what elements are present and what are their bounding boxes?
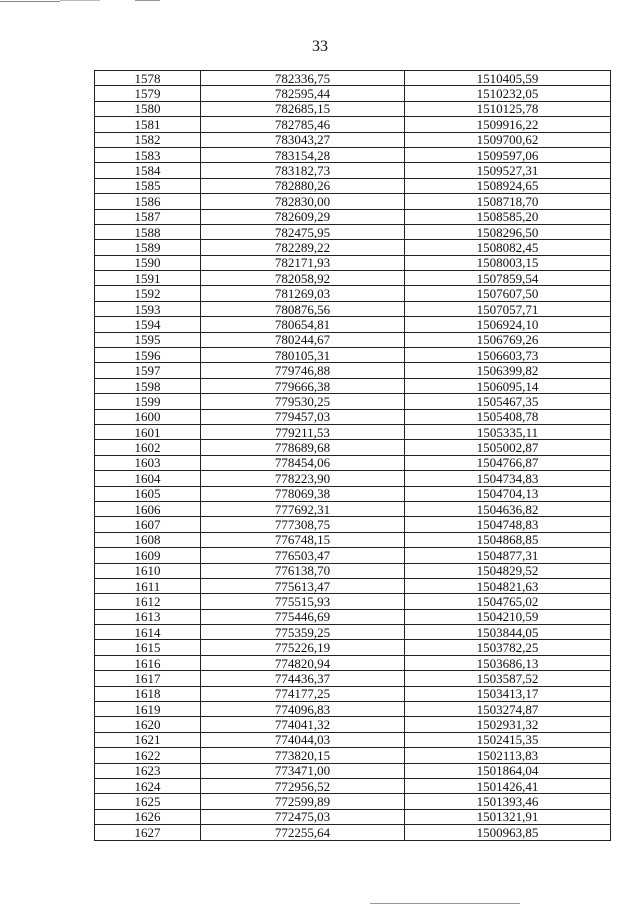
x-coordinate-cell: 779457,03 (201, 409, 405, 424)
x-coordinate-cell: 774820,94 (201, 655, 405, 670)
x-coordinate-cell: 775613,47 (201, 578, 405, 593)
x-coordinate-cell: 779211,53 (201, 424, 405, 439)
x-coordinate-cell: 779666,38 (201, 378, 405, 393)
x-coordinate-cell: 775515,93 (201, 594, 405, 609)
y-coordinate-cell: 1506769,26 (405, 332, 611, 347)
x-coordinate-cell: 777308,75 (201, 517, 405, 532)
x-coordinate-cell: 774096,83 (201, 702, 405, 717)
point-number-cell: 1587 (95, 209, 201, 224)
y-coordinate-cell: 1509916,22 (405, 117, 611, 132)
table-row (95, 717, 611, 732)
y-coordinate-cell: 1507859,54 (405, 271, 611, 286)
point-number-cell: 1621 (95, 732, 201, 747)
point-number-cell: 1610 (95, 563, 201, 578)
table-row (95, 825, 611, 840)
point-number-cell: 1603 (95, 455, 201, 470)
table-row (95, 132, 611, 147)
x-coordinate-cell: 772475,03 (201, 809, 405, 824)
y-coordinate-cell: 1502113,83 (405, 748, 611, 763)
scan-artifact-line (0, 1, 60, 2)
y-coordinate-cell: 1504636,82 (405, 501, 611, 516)
point-number-cell: 1608 (95, 532, 201, 547)
x-coordinate-cell: 782289,22 (201, 240, 405, 255)
table-row (95, 732, 611, 747)
y-coordinate-cell: 1508003,15 (405, 255, 611, 270)
y-coordinate-cell: 1508585,20 (405, 209, 611, 224)
table-row (95, 255, 611, 270)
x-coordinate-cell: 775359,25 (201, 625, 405, 640)
table-row (95, 686, 611, 701)
table-row (95, 702, 611, 717)
y-coordinate-cell: 1510405,59 (405, 71, 611, 86)
page-number: 33 (312, 38, 328, 55)
table-row (95, 486, 611, 501)
y-coordinate-cell: 1504734,83 (405, 471, 611, 486)
y-coordinate-cell: 1503274,87 (405, 702, 611, 717)
point-number-cell: 1584 (95, 163, 201, 178)
x-coordinate-cell: 774041,32 (201, 717, 405, 732)
y-coordinate-cell: 1508718,70 (405, 194, 611, 209)
table-row (95, 778, 611, 793)
x-coordinate-cell: 778689,68 (201, 440, 405, 455)
y-coordinate-cell: 1503413,17 (405, 686, 611, 701)
point-number-cell: 1606 (95, 501, 201, 516)
x-coordinate-cell: 778069,38 (201, 486, 405, 501)
point-number-cell: 1605 (95, 486, 201, 501)
y-coordinate-cell: 1504868,85 (405, 532, 611, 547)
table-row (95, 501, 611, 516)
x-coordinate-cell: 782880,26 (201, 178, 405, 193)
y-coordinate-cell: 1510125,78 (405, 101, 611, 116)
point-number-cell: 1620 (95, 717, 201, 732)
x-coordinate-cell: 775226,19 (201, 640, 405, 655)
point-number-cell: 1624 (95, 778, 201, 793)
point-number-cell: 1578 (95, 71, 201, 86)
y-coordinate-cell: 1504210,59 (405, 609, 611, 624)
point-number-cell: 1580 (95, 101, 201, 116)
point-number-cell: 1599 (95, 394, 201, 409)
x-coordinate-cell: 782609,29 (201, 209, 405, 224)
table-row (95, 317, 611, 332)
table-row (95, 409, 611, 424)
table-row (95, 178, 611, 193)
point-number-cell: 1612 (95, 594, 201, 609)
point-number-cell: 1623 (95, 763, 201, 778)
y-coordinate-cell: 1505408,78 (405, 409, 611, 424)
point-number-cell: 1594 (95, 317, 201, 332)
table-row (95, 548, 611, 563)
point-number-cell: 1588 (95, 224, 201, 239)
table-row (95, 809, 611, 824)
table-row (95, 209, 611, 224)
point-number-cell: 1604 (95, 471, 201, 486)
table-row (95, 763, 611, 778)
point-number-cell: 1583 (95, 147, 201, 162)
x-coordinate-cell: 773471,00 (201, 763, 405, 778)
y-coordinate-cell: 1506399,82 (405, 363, 611, 378)
y-coordinate-cell: 1503587,52 (405, 671, 611, 686)
y-coordinate-cell: 1508296,50 (405, 224, 611, 239)
y-coordinate-cell: 1504877,31 (405, 548, 611, 563)
point-number-cell: 1601 (95, 424, 201, 439)
scan-artifact-line (135, 0, 160, 1)
y-coordinate-cell: 1504821,63 (405, 578, 611, 593)
x-coordinate-cell: 782058,92 (201, 271, 405, 286)
scan-artifact-line (370, 903, 520, 904)
y-coordinate-cell: 1506603,73 (405, 348, 611, 363)
y-coordinate-cell: 1504766,87 (405, 455, 611, 470)
point-number-cell: 1627 (95, 825, 201, 840)
table-row (95, 101, 611, 116)
point-number-cell: 1616 (95, 655, 201, 670)
table-row (95, 301, 611, 316)
y-coordinate-cell: 1500963,85 (405, 825, 611, 840)
table-row (95, 471, 611, 486)
point-number-cell: 1590 (95, 255, 201, 270)
y-coordinate-cell: 1504748,83 (405, 517, 611, 532)
y-coordinate-cell: 1504704,13 (405, 486, 611, 501)
table-row (95, 517, 611, 532)
y-coordinate-cell: 1506924,10 (405, 317, 611, 332)
x-coordinate-cell: 781269,03 (201, 286, 405, 301)
table-row (95, 609, 611, 624)
point-number-cell: 1611 (95, 578, 201, 593)
point-number-cell: 1619 (95, 702, 201, 717)
table-row (95, 147, 611, 162)
point-number-cell: 1579 (95, 86, 201, 101)
point-number-cell: 1615 (95, 640, 201, 655)
table-row (95, 394, 611, 409)
table-row (95, 655, 611, 670)
y-coordinate-cell: 1505467,35 (405, 394, 611, 409)
x-coordinate-cell: 782336,75 (201, 71, 405, 86)
point-number-cell: 1592 (95, 286, 201, 301)
point-number-cell: 1596 (95, 348, 201, 363)
y-coordinate-cell: 1509597,06 (405, 147, 611, 162)
x-coordinate-cell: 782595,44 (201, 86, 405, 101)
y-coordinate-cell: 1503686,13 (405, 655, 611, 670)
point-number-cell: 1589 (95, 240, 201, 255)
x-coordinate-cell: 776748,15 (201, 532, 405, 547)
table-row (95, 271, 611, 286)
table-row (95, 578, 611, 593)
table-row (95, 594, 611, 609)
scan-artifact-line (60, 0, 100, 1)
table-row (95, 286, 611, 301)
x-coordinate-cell: 782785,46 (201, 117, 405, 132)
point-number-cell: 1600 (95, 409, 201, 424)
x-coordinate-cell: 774044,03 (201, 732, 405, 747)
table-row (95, 71, 611, 86)
x-coordinate-cell: 782830,00 (201, 194, 405, 209)
table-row (95, 455, 611, 470)
table-row (95, 640, 611, 655)
point-number-cell: 1622 (95, 748, 201, 763)
point-number-cell: 1591 (95, 271, 201, 286)
x-coordinate-cell: 772956,52 (201, 778, 405, 793)
x-coordinate-cell: 782685,15 (201, 101, 405, 116)
y-coordinate-cell: 1507057,71 (405, 301, 611, 316)
table-row (95, 532, 611, 547)
point-number-cell: 1582 (95, 132, 201, 147)
table-row (95, 378, 611, 393)
x-coordinate-cell: 778223,90 (201, 471, 405, 486)
table-row (95, 194, 611, 209)
x-coordinate-cell: 780244,67 (201, 332, 405, 347)
y-coordinate-cell: 1501864,04 (405, 763, 611, 778)
table-row (95, 240, 611, 255)
point-number-cell: 1585 (95, 178, 201, 193)
y-coordinate-cell: 1506095,14 (405, 378, 611, 393)
table-row (95, 671, 611, 686)
x-coordinate-cell: 782475,95 (201, 224, 405, 239)
point-number-cell: 1609 (95, 548, 201, 563)
x-coordinate-cell: 783043,27 (201, 132, 405, 147)
y-coordinate-cell: 1509527,31 (405, 163, 611, 178)
point-number-cell: 1597 (95, 363, 201, 378)
x-coordinate-cell: 777692,31 (201, 501, 405, 516)
x-coordinate-cell: 774177,25 (201, 686, 405, 701)
table-row (95, 563, 611, 578)
x-coordinate-cell: 776138,70 (201, 563, 405, 578)
y-coordinate-cell: 1504765,02 (405, 594, 611, 609)
y-coordinate-cell: 1501321,91 (405, 809, 611, 824)
x-coordinate-cell: 779530,25 (201, 394, 405, 409)
y-coordinate-cell: 1508082,45 (405, 240, 611, 255)
point-number-cell: 1586 (95, 194, 201, 209)
y-coordinate-cell: 1501426,41 (405, 778, 611, 793)
x-coordinate-cell: 778454,06 (201, 455, 405, 470)
table-row (95, 363, 611, 378)
point-number-cell: 1598 (95, 378, 201, 393)
point-number-cell: 1602 (95, 440, 201, 455)
table-row (95, 163, 611, 178)
table-row (95, 748, 611, 763)
table-row (95, 424, 611, 439)
y-coordinate-cell: 1501393,46 (405, 794, 611, 809)
y-coordinate-cell: 1509700,62 (405, 132, 611, 147)
point-number-cell: 1581 (95, 117, 201, 132)
table-row (95, 794, 611, 809)
point-number-cell: 1593 (95, 301, 201, 316)
x-coordinate-cell: 776503,47 (201, 548, 405, 563)
point-number-cell: 1613 (95, 609, 201, 624)
table-row (95, 348, 611, 363)
point-number-cell: 1595 (95, 332, 201, 347)
y-coordinate-cell: 1508924,65 (405, 178, 611, 193)
table-row (95, 332, 611, 347)
table-row (95, 440, 611, 455)
y-coordinate-cell: 1510232,05 (405, 86, 611, 101)
x-coordinate-cell: 780876,56 (201, 301, 405, 316)
coordinates-table (94, 70, 611, 841)
x-coordinate-cell: 779746,88 (201, 363, 405, 378)
x-coordinate-cell: 782171,93 (201, 255, 405, 270)
y-coordinate-cell: 1502415,35 (405, 732, 611, 747)
table-row (95, 224, 611, 239)
y-coordinate-cell: 1502931,32 (405, 717, 611, 732)
coordinates-table-body (95, 71, 611, 841)
point-number-cell: 1626 (95, 809, 201, 824)
y-coordinate-cell: 1507607,50 (405, 286, 611, 301)
y-coordinate-cell: 1503844,05 (405, 625, 611, 640)
x-coordinate-cell: 772255,64 (201, 825, 405, 840)
y-coordinate-cell: 1505002,87 (405, 440, 611, 455)
x-coordinate-cell: 772599,89 (201, 794, 405, 809)
x-coordinate-cell: 774436,37 (201, 671, 405, 686)
point-number-cell: 1607 (95, 517, 201, 532)
x-coordinate-cell: 773820,15 (201, 748, 405, 763)
x-coordinate-cell: 783154,28 (201, 147, 405, 162)
x-coordinate-cell: 783182,73 (201, 163, 405, 178)
x-coordinate-cell: 780105,31 (201, 348, 405, 363)
point-number-cell: 1614 (95, 625, 201, 640)
table-row (95, 86, 611, 101)
table-row (95, 625, 611, 640)
point-number-cell: 1618 (95, 686, 201, 701)
point-number-cell: 1625 (95, 794, 201, 809)
y-coordinate-cell: 1504829,52 (405, 563, 611, 578)
point-number-cell: 1617 (95, 671, 201, 686)
y-coordinate-cell: 1503782,25 (405, 640, 611, 655)
x-coordinate-cell: 780654,81 (201, 317, 405, 332)
x-coordinate-cell: 775446,69 (201, 609, 405, 624)
y-coordinate-cell: 1505335,11 (405, 424, 611, 439)
table-row (95, 117, 611, 132)
